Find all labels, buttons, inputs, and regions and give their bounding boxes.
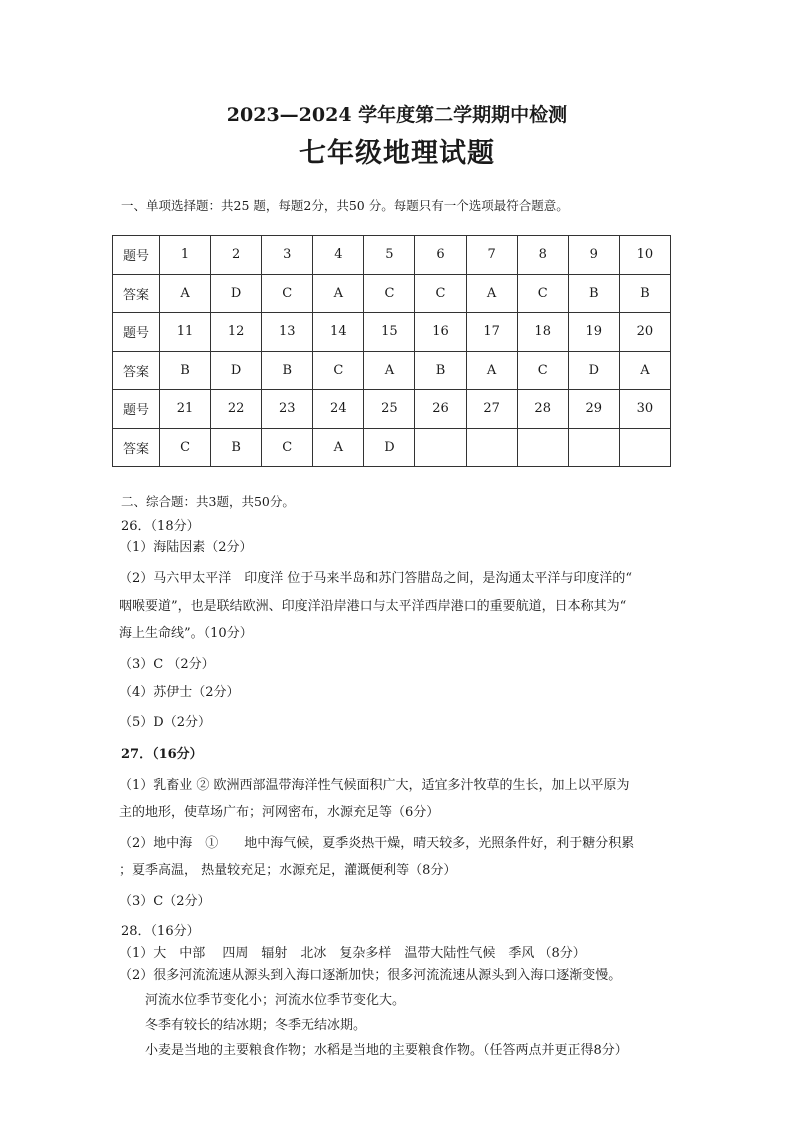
question-number-cell: 7 bbox=[466, 236, 517, 275]
row-label-answer: 答案 bbox=[113, 351, 160, 390]
question-number-cell: 16 bbox=[415, 313, 466, 352]
question-number-cell: 30 bbox=[619, 390, 670, 429]
question-number-cell: 23 bbox=[262, 390, 313, 429]
answer-cell: A bbox=[313, 428, 364, 467]
section2-instruction: 二、综合题：共3题，共50分。 bbox=[121, 494, 295, 509]
answer-cell: C bbox=[262, 428, 313, 467]
q27-part3: （3）C（2分） bbox=[119, 894, 211, 909]
answer-cell bbox=[466, 428, 517, 467]
row-label-answer: 答案 bbox=[113, 274, 160, 313]
row-label-number: 题号 bbox=[113, 390, 160, 429]
question-number-cell: 17 bbox=[466, 313, 517, 352]
answer-cell: A bbox=[466, 351, 517, 390]
question-number-cell: 9 bbox=[568, 236, 619, 275]
question-number-cell: 6 bbox=[415, 236, 466, 275]
question-number-cell: 8 bbox=[517, 236, 568, 275]
answer-cell: A bbox=[313, 274, 364, 313]
q26-heading: 26．（18分） bbox=[121, 519, 200, 534]
question-number-cell: 20 bbox=[619, 313, 670, 352]
question-number-cell: 4 bbox=[313, 236, 364, 275]
question-number-cell: 2 bbox=[211, 236, 262, 275]
answer-cell bbox=[517, 428, 568, 467]
question-number-cell: 10 bbox=[619, 236, 670, 275]
answer-cell: D bbox=[568, 351, 619, 390]
q28-part2-line2: 河流水位季节变化小；河流水位季节变化大。 bbox=[145, 993, 406, 1008]
row-label-number: 题号 bbox=[113, 313, 160, 352]
q26-part2-line1: （2）马六甲太平洋 印度洋 位于马来半岛和苏门答腊岛之间，是沟通太平洋与印度洋的“ bbox=[119, 571, 633, 586]
question-number-cell: 15 bbox=[364, 313, 415, 352]
answer-cell: C bbox=[517, 351, 568, 390]
q27-part2-line2: ；夏季高温， 热量较充足；水源充足，灌溉便利等（8分） bbox=[119, 863, 457, 878]
answer-cell bbox=[619, 428, 670, 467]
q26-part3: （3）C （2分） bbox=[119, 657, 215, 672]
question-number-cell: 12 bbox=[211, 313, 262, 352]
answer-cell: C bbox=[415, 274, 466, 313]
q26-part5: （5）D（2分） bbox=[119, 715, 211, 730]
question-number-cell: 28 bbox=[517, 390, 568, 429]
q26-part1: （1）海陆因素（2分） bbox=[119, 540, 253, 555]
question-number-cell: 1 bbox=[160, 236, 211, 275]
table-row-number bbox=[113, 236, 671, 275]
row-label-number: 题号 bbox=[113, 236, 160, 275]
answer-cell: C bbox=[517, 274, 568, 313]
q26-part4: （4）苏伊士（2分） bbox=[119, 685, 240, 700]
answer-cell bbox=[415, 428, 466, 467]
table-row-answer bbox=[113, 274, 671, 313]
q28-part2-line4: 小麦是当地的主要粮食作物；水稻是当地的主要粮食作物。（任答两点并更正得8分） bbox=[145, 1043, 628, 1058]
question-number-cell: 3 bbox=[262, 236, 313, 275]
exam-subject-title: 七年级地理试题 bbox=[299, 138, 495, 169]
table-row-number bbox=[113, 313, 671, 352]
answer-cell: B bbox=[211, 428, 262, 467]
answer-cell: D bbox=[211, 274, 262, 313]
question-number-cell: 11 bbox=[160, 313, 211, 352]
question-number-cell: 24 bbox=[313, 390, 364, 429]
q27-part1-line2: 主的地形，使草场广布；河网密布，水源充足等（6分） bbox=[119, 805, 440, 820]
answer-cell: B bbox=[160, 351, 211, 390]
q26-part2-line3: 海上生命线”。（10分） bbox=[119, 626, 253, 641]
question-number-cell: 25 bbox=[364, 390, 415, 429]
question-number-cell: 5 bbox=[364, 236, 415, 275]
answer-cell: D bbox=[364, 428, 415, 467]
answer-cell: A bbox=[364, 351, 415, 390]
question-number-cell: 13 bbox=[262, 313, 313, 352]
answer-cell: D bbox=[211, 351, 262, 390]
answer-cell: B bbox=[619, 274, 670, 313]
question-number-cell: 26 bbox=[415, 390, 466, 429]
answer-cell: C bbox=[160, 428, 211, 467]
section1-instruction: 一、单项选择题：共25 题，每题2分，共50 分。每题只有一个选项最符合题意。 bbox=[121, 198, 569, 213]
q28-part1: （1）大 中部 四周 辐射 北冰 复杂多样 温带大陆性气候 季风 （8分） bbox=[119, 946, 586, 961]
answer-cell: C bbox=[313, 351, 364, 390]
question-number-cell: 18 bbox=[517, 313, 568, 352]
table-row-answer bbox=[113, 428, 671, 467]
question-number-cell: 22 bbox=[211, 390, 262, 429]
table-row-answer bbox=[113, 351, 671, 390]
answer-cell: B bbox=[415, 351, 466, 390]
answer-cell: B bbox=[568, 274, 619, 313]
q28-heading: 28．（16分） bbox=[121, 924, 200, 939]
answer-cell bbox=[568, 428, 619, 467]
question-number-cell: 27 bbox=[466, 390, 517, 429]
q26-part2-line2: 咽喉要道”，也是联结欧洲、印度洋沿岸港口与太平洋西岸港口的重要航道，日本称其为“ bbox=[119, 599, 627, 614]
answer-table bbox=[112, 235, 671, 467]
exam-term-title: 2023—2024 学年度第二学期期中检测 bbox=[226, 104, 568, 126]
answer-cell: B bbox=[262, 351, 313, 390]
q27-part2-line1: （2）地中海 ① 地中海气候，夏季炎热干燥，晴天较多，光照条件好，利于糖分积累 bbox=[119, 836, 635, 851]
question-number-cell: 19 bbox=[568, 313, 619, 352]
q28-part2-line1: （2）很多河流流速从源头到入海口逐渐加快；很多河流流速从源头到入海口逐渐变慢。 bbox=[119, 968, 622, 983]
question-number-cell: 14 bbox=[313, 313, 364, 352]
row-label-answer: 答案 bbox=[113, 428, 160, 467]
table-row-number bbox=[113, 390, 671, 429]
answer-cell: A bbox=[619, 351, 670, 390]
answer-cell: C bbox=[364, 274, 415, 313]
answer-cell: A bbox=[160, 274, 211, 313]
answer-cell: C bbox=[262, 274, 313, 313]
answer-cell: A bbox=[466, 274, 517, 313]
question-number-cell: 29 bbox=[568, 390, 619, 429]
question-number-cell: 21 bbox=[160, 390, 211, 429]
q27-heading: 27．（16分） bbox=[121, 747, 203, 762]
q27-part1-line1: （1）乳畜业 ② 欧洲西部温带海洋性气候面积广大，适宜多汁牧草的生长，加上以平原为 bbox=[119, 778, 630, 793]
q28-part2-line3: 冬季有较长的结冰期；冬季无结冰期。 bbox=[145, 1018, 367, 1033]
